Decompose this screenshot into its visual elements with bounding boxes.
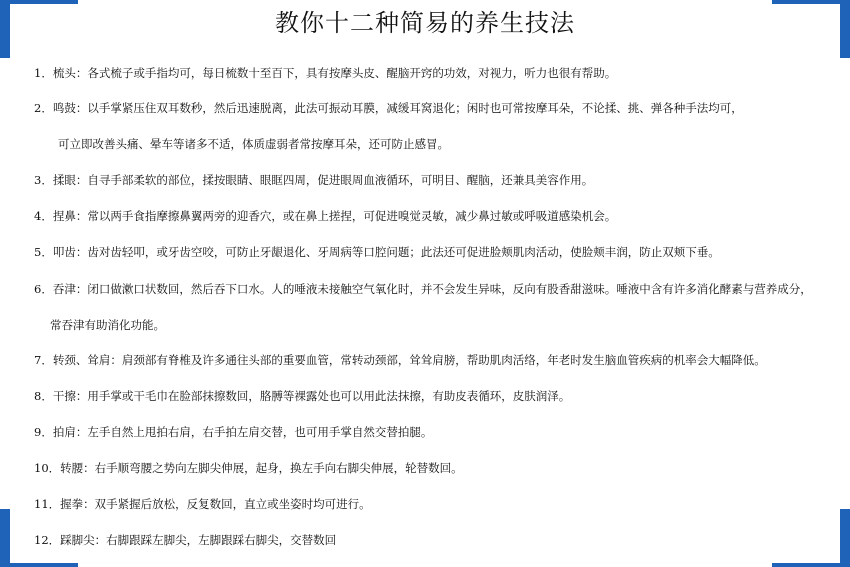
corner-decoration-bottom-right-bar: [772, 563, 850, 567]
technique-item-6-continuation: 常吞津有助消化功能。: [50, 318, 165, 332]
technique-item-3: 3．揉眼：自寻手部柔软的部位，揉按眼睛、眼眶四周，促进眼周血液循环，可明目、醒脑，还兼具美容作用。: [34, 173, 594, 187]
technique-item-5: 5．叩齿：齿对齿轻叩，或牙齿空咬，可防止牙龈退化、牙周病等口腔问题；此法还可促进脸颊肌肉活动，使脸颊丰润，防止双颊下垂。: [34, 245, 720, 259]
technique-item-11: 11．握拳：双手紧握后放松，反复数回，直立或坐姿时均可进行。: [34, 497, 371, 511]
technique-item-12: 12．踩脚尖：右脚跟踩左脚尖，左脚跟踩右脚尖，交替数回: [34, 533, 337, 547]
technique-item-8: 8．干擦：用手掌或干毛巾在脸部抹擦数回，胳膊等裸露处也可以用此法抹擦，有助皮表循环，皮肤润泽。: [34, 389, 571, 403]
technique-item-4: 4．捏鼻：常以两手食指摩擦鼻翼两旁的迎香穴，或在鼻上搓捏，可促进嗅觉灵敏，减少鼻过敏或呼吸道感染机会。: [34, 209, 617, 223]
page-title: 教你十二种简易的养生技法: [275, 9, 575, 37]
corner-decoration-top-right-bar: [772, 0, 850, 4]
technique-item-2-continuation: 可立即改善头痛、晕车等诸多不适，体质虚弱者常按摩耳朵，还可防止感冒。: [58, 137, 449, 151]
technique-item-7: 7．转颈、耸肩：肩颈部有脊椎及许多通往头部的重要血管，常转动颈部，耸耸肩膀，帮助肌肉活络，年老时发生脑血管疾病的机率会大幅降低。: [34, 353, 766, 367]
corner-decoration-top-left-bar: [0, 0, 78, 4]
technique-item-9: 9．拍肩：左手自然上甩拍右肩，右手拍左肩交替，也可用手掌自然交替拍腿。: [34, 425, 433, 439]
technique-item-10: 10．转腰：右手顺弯腰之势向左脚尖伸展，起身，换左手向右脚尖伸展，轮替数回。: [34, 461, 463, 475]
technique-item-2: 2．鸣鼓：以手掌紧压住双耳数秒，然后迅速脱离，此法可振动耳膜，减缓耳窝退化；闲时也可常按摩耳朵，不论揉、挑、弹各种手法均可，: [34, 101, 743, 115]
corner-decoration-bottom-left-bar: [0, 563, 78, 567]
technique-item-6: 6．吞津：闭口做漱口状数回，然后吞下口水。人的唾液未接触空气氧化时，并不会发生异味，反向有股香甜滋味。唾液中含有许多消化酵素与营养成分，: [34, 282, 812, 296]
technique-item-1: 1．梳头：各式梳子或手指均可，每日梳数十至百下，具有按摩头皮、醒脑开窍的功效，对视力，听力也很有帮助。: [34, 66, 617, 80]
corner-decoration-bottom-left: [0, 509, 10, 567]
